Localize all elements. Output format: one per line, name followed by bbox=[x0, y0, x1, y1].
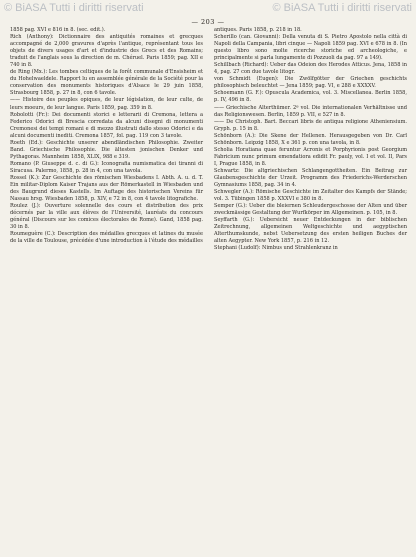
bib-entry: Rich (Anthony): Dictionnaire des antiquités romaines et grecques accompagné de 2,000 gravures d'après l'antique, représentant tous les objets de divers usages d'art et d'industrie des Grecs et des Romains; traduit de l'anglais sous la direction de m. Chéruel. Paris 1859; pag. XII e 740 in 8. bbox=[10, 34, 203, 69]
left-column bbox=[10, 27, 203, 245]
watermark-right: © BiASA Tutti i diritti riservati bbox=[272, 2, 412, 14]
bib-entry: —— De Christoph. Bart. Beccari libris de antiqua religione Atheniensium. Gryph. p. 15 in 8. bbox=[214, 118, 407, 132]
bib-entry: Schwegler (A.): Römische Geschichte im Zeitalter des Kampfs der Stände; vol. 3. Tübingen 1858 p. XXXVI e 380 in 8. bbox=[214, 189, 407, 203]
bib-entry: Romano (P. Giuseppe d. c. di G.): Iconografia numismatica dei tiranni di Siracusa. Palermo, 1858, p. 28 in 4, con una tavola. bbox=[10, 160, 203, 174]
bib-entry: Semper (G.): Ueber die bleiernen Schleudergeschosse der Alten und über zweckmässige Gestaltung der Wurfkörper im Allgemeinen. p. 105, in 8. bbox=[214, 203, 407, 217]
bib-entry: Roumeguère (C.): Description des médailles grecques et latines du musée de la ville de Toulouse, précédée d'une introduction à l'étude des médailles bbox=[10, 231, 203, 245]
bib-entry: Roeth (Ed.): Geschichte unserer abendländischen Philosophie. Zweiter Band. Griechische Philosophie. Die ältesten jonischen Denker und Pythagoras. Mannheim 1858, XLIX, 988 e 319. bbox=[10, 139, 203, 160]
bib-entry: Roulez (J.): Ouverture solennelle des cours et distribution des prix décernés par la ville aux élèves de l'Université, lauréats du concours général (Discours sur les comices électorales de Rome). Gand, 1858 pag. 30 in 8. bbox=[10, 203, 203, 231]
bib-entry: de Ring (Mx.): Les tombes celtiques de la forêt communale d'Ensisheim et du Hohelwaeldele. Rapport lu en assemblée générale de la Société pour la conservation des monuments historiques d'Alsace le 29 juin 1858, Strasbourg 1858, p. 27 in 8, con 6 tavole. bbox=[10, 69, 203, 97]
bib-entry: Schwartz: Die altgriechischen Schlangengottheiten. Ein Beitrag zur Glaubensgeschichte der Urzeit. Programm des Friederichs-Werderschen Gymnasiums 1858, pag. 34 in 4. bbox=[214, 167, 407, 189]
bib-entry: —— Griechische Alterthümer. 2ª vol. Die internationalen Verhältnisse und das Religionswesen. Berlin, 1859 p. VII, e 527 in 8. bbox=[214, 104, 407, 118]
bib-entry: 1858 pag. XVI e 816 in 8. (sec. edit.). bbox=[10, 27, 106, 33]
watermark bbox=[4, 2, 412, 14]
watermark-left: © BiASA Tutti i diritti riservati bbox=[4, 2, 144, 14]
bib-entry: Schönborn (A.): Die Skene der Hellenen. Herausgegeben von Dr. Carl Schönborn. Leipzig 1858, X e 361 p. con una tavola, in 8. bbox=[214, 132, 407, 146]
page-number: — 203 — bbox=[191, 18, 225, 26]
bib-entry: Schillbach (Richard): Ueber das Odeion des Herodes Atticus. Jena, 1858 in 4, pag. 27 con due tavole litogr. bbox=[214, 62, 407, 76]
right-column bbox=[214, 27, 407, 253]
bib-entry: Robolotti (Fr.): Dei documenti storici e letterarii di Cremona, lettera a Federico Odorici di Brescia corredata da alcuni disegni di monumenti Cremonesi dei tempi romani e di mezzo illustrati dallo stesso Odorici e da alcuni documenti inediti. Cremona 1857, fol. pag. 119 con 3 tavole. bbox=[10, 111, 203, 139]
bib-entry: —— Histoire des peuples opiques, de leur législation, de leur culte, de leurs moeurs, de leur langue. Paris 1859, pag. 359 in 8. bbox=[10, 97, 203, 111]
bib-entry: antiques. Paris 1858, p. 218 in 18. bbox=[214, 27, 302, 33]
bib-entry: Stephani (Ludolf): Nimbus und Strahlenkranz in bbox=[214, 245, 338, 252]
bib-entry: Schoemann (G. F.): Opuscula Academica, vol. 3. Miscellanea. Berlin 1858, p. IV, 496 in 8. bbox=[214, 90, 407, 104]
bib-entry: Seyffarth (G.): Uebersicht neuer Entdeckungen in der biblischen Zeitrechnung, allgemeinen Weltgeschichte und aegyptischen Alterthumskunde, nebst Uebersetzung des ersten heiligen Buches der alten Aegypter. New York 1857, p. 216 in 12. bbox=[214, 217, 407, 245]
bib-entry: Scholia Horatiana quae feruntur Acronis et Porphyrionis post Georgium Fabricium nunc primum emendatiora edidit Fr. pauly, vol. I et vol. II, Pars I, Prague 1858, in 8. bbox=[214, 146, 407, 167]
bib-entry: Scherillo (can. Giovanni): Della venuta di S. Pietro Apostolo nella città di Napoli della Campania, libri cinque — Napoli 1859 pag. XVI e 678 in 8. (In questo libro sono molte ricerche storiche ed archeologiche, e principalmente si parla lungamente di Pozzuoli da pag. 97 a 149). bbox=[214, 34, 407, 62]
bib-entry: von Schmidt (Eugen): Die Zwölfgötter der Griechen geschichts philosophisch beleuchtet — Jena 1859; pag. VI, e 288 e XXXXV. bbox=[214, 76, 407, 90]
bib-entry: Rossel (K.): Zur Geschichte des römischen Wiesbadens I. Abth. A. u. d. T. Ein militar-Diplom Kaiser Trajans aus der Römerkastell in Wiesbaden und des Baugrund dieses Kastells. Im Auftage des historischen Vereins für Nassau hrsg. Wiesbaden 1858, p. XIV, e 72 in 8, con 4 tavole litografiche. bbox=[10, 174, 203, 203]
